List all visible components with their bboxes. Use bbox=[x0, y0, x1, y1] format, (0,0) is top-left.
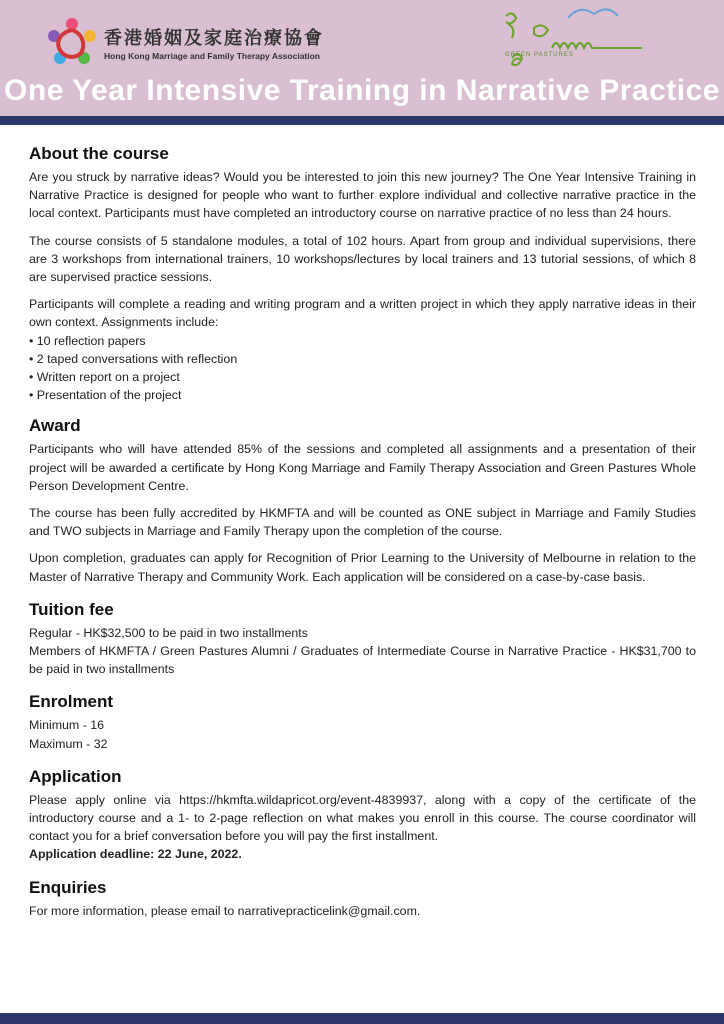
tuition-members: Members of HKMFTA / Green Pastures Alumni / Graduates of Intermediate Course in Narrative Practice - HK$31,700 to be paid in two installments bbox=[29, 644, 696, 677]
enrolment-heading: Enrolment bbox=[29, 692, 114, 712]
partner-logo-text: GREEN PASTURES bbox=[505, 52, 574, 58]
bottom-divider-bar bbox=[0, 1013, 724, 1024]
list-item: • 2 taped conversations with reflection bbox=[29, 351, 238, 366]
application-heading: Application bbox=[29, 766, 122, 786]
award-section bbox=[29, 416, 696, 585]
award-paragraph-3: Upon completion, graduates can apply for Recognition of Prior Learning to the University of Melbourne in relation to the Master of Narrative Therapy and Community Work. Each application will be considered on a case-by-case basis. bbox=[29, 551, 696, 584]
tuition-section bbox=[29, 600, 696, 679]
enquiries-paragraph: For more information, please email to narrativepracticelink@gmail.com. bbox=[29, 903, 421, 918]
list-item: • 10 reflection papers bbox=[29, 333, 146, 348]
main-content bbox=[29, 144, 696, 930]
enquiries-heading: Enquiries bbox=[29, 877, 107, 897]
list-item: • Written report on a project bbox=[29, 370, 180, 385]
application-deadline: Application deadline: 22 June, 2022. bbox=[29, 847, 242, 862]
tuition-regular: Regular - HK$32,500 to be paid in two installments bbox=[29, 625, 308, 640]
about-paragraph-1: Are you struck by narrative ideas? Would you be interested to join this new journey? The One Year Intensive Training in Narrative Practice is designed for people who want to further explore individual and collective narrative practice in the local context. Participants must have completed an introductory course on narrative practice of no less than 24 hours. bbox=[29, 170, 696, 221]
assignment-list bbox=[29, 332, 696, 405]
header-banner bbox=[0, 0, 724, 116]
org-name-english: Hong Kong Marriage and Family Therapy Association bbox=[104, 51, 320, 61]
enrolment-minimum: Minimum - 16 bbox=[29, 718, 105, 733]
page-title: One Year Intensive Training in Narrative Practice bbox=[4, 74, 720, 107]
award-heading: Award bbox=[29, 416, 81, 436]
about-paragraph-2: The course consists of 5 standalone modules, a total of 102 hours. Apart from group and individual supervisions, there are 3 workshops from international trainers, 10 workshops/lectures by local trainers and 13 tutorial sessions, of which 8 are supervised practice sessions. bbox=[29, 233, 696, 285]
enrolment-limits bbox=[29, 716, 696, 752]
enrolment-section bbox=[29, 692, 696, 752]
application-section bbox=[29, 767, 696, 864]
list-item: • Presentation of the project bbox=[29, 388, 182, 403]
award-paragraph-1: Participants who will have attended 85% of the sessions and completed all assignments and a presentation of their project will be awarded a certificate by Hong Kong Marriage and Family Therapy Association and Green Pastures Whole Person Development Centre. bbox=[29, 442, 696, 493]
about-paragraph-3: Participants will complete a reading and writing program and a written project in which they apply narrative ideas in their own context. Assignments include: bbox=[29, 297, 696, 330]
enrolment-maximum: Maximum - 32 bbox=[29, 736, 108, 751]
about-section bbox=[29, 144, 696, 404]
tuition-heading: Tuition fee bbox=[29, 599, 114, 619]
org-name-chinese: 香港婚姻及家庭治療協會 bbox=[104, 28, 324, 48]
hkmfta-logo-icon bbox=[46, 16, 98, 68]
application-paragraph: Please apply online via https://hkmfta.wildapricot.org/event-4839937, along with a copy of the certificate of the introductory course and a 1- to 2-page reflection on what makes you enroll in this course. The course coordinator will contact you for a brief conversation before you will pay the first installment. bbox=[29, 792, 696, 844]
award-paragraph-2: The course has been fully accredited by HKMFTA and will be counted as ONE subject in Marriage and Family Studies and TWO subjects in Marriage and Family Therapy upon the completion of the course. bbox=[29, 506, 696, 539]
green-pastures-logo-icon bbox=[498, 6, 658, 80]
about-heading: About the course bbox=[29, 144, 169, 163]
enquiries-section bbox=[29, 878, 696, 920]
top-divider-bar bbox=[0, 116, 724, 125]
